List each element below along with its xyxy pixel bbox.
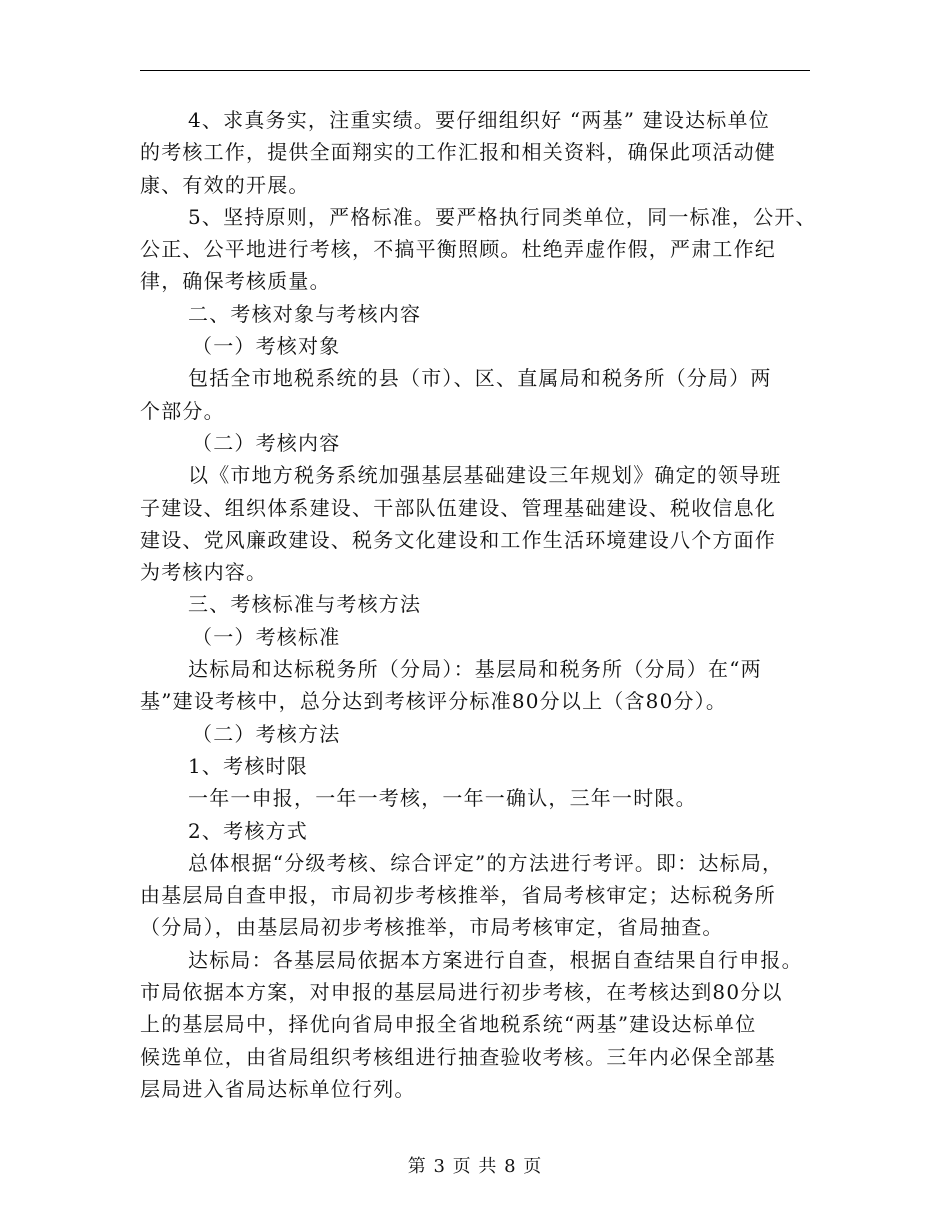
text-line: 1、考核时限 (188, 753, 308, 778)
text-line: 康、有效的开展。 (140, 172, 310, 197)
text-line: 子建设、组织体系建设、干部队伍建设、管理基础建设、税收信息化 (140, 495, 776, 520)
text-line: 的考核工作，提供全面翔实的工作汇报和相关资料，确保此项活动健 (140, 140, 776, 165)
text-line: 达标局和达标税务所（分局）：基层局和税务所（分局）在“两 (188, 657, 762, 682)
text-line: 上的基层局中，择优向省局申报全省地税系统“两基”建设达标单位 (140, 1012, 757, 1037)
text-line: 市局依据本方案，对申报的基层局进行初步考核，在考核达到80分以 (140, 980, 783, 1005)
text-line: 由基层局自查申报，市局初步考核推举，省局考核审定；达标税务所 (140, 883, 776, 908)
text-line: 二、考核对象与考核内容 (188, 301, 422, 326)
text-line: （一）考核对象 (192, 334, 341, 359)
document-body (140, 104, 817, 1105)
text-line: 公正、公平地进行考核，不搞平衡照顾。杜绝弄虚作假，严肃工作纪 (140, 237, 776, 262)
text-line: 总体根据“分级考核、综合评定”的方法进行考评。即：达标局， (188, 850, 784, 875)
text-line: 以《市地方税务系统加强基层基础建设三年规划》确定的领导班 (188, 463, 782, 488)
text-line: 一年一申报，一年一考核，一年一确认，三年一时限。 (188, 786, 697, 811)
text-line: 5、坚持原则，严格标准。要严格执行同类单位，同一标准，公开、 (188, 204, 817, 229)
text-line: 候选单位，由省局组织考核组进行抽查验收考核。三年内必保全部基 (140, 1044, 776, 1069)
text-line: 为考核内容。 (140, 560, 268, 585)
page-number: 第 3 页 共 8 页 (407, 1156, 543, 1177)
text-line: （分局），由基层局初步考核推举，市局考核审定，省局抽查。 (140, 915, 724, 940)
text-line: （一）考核标准 (192, 624, 341, 649)
header-rule (140, 70, 810, 71)
text-line: 基”建设考核中，总分达到考核评分标准80分以上（含80分）。 (140, 689, 728, 714)
text-line: 4、求真务实，注重实绩。要仔细组织好 “两基” 建设达标单位 (188, 108, 770, 132)
text-line: 律，确保考核质量。 (140, 269, 331, 294)
text-line: （二）考核内容 (192, 430, 341, 455)
text-line: 个部分。 (140, 398, 225, 423)
text-line: 包括全市地税系统的县（市）、区、直属局和税务所（分局）两 (188, 366, 772, 391)
text-line: 三、考核标准与考核方法 (188, 592, 422, 617)
text-line: 建设、党风廉政建设、税务文化建设和工作生活环境建设八个方面作 (140, 527, 776, 552)
text-line: 2、考核方式 (188, 818, 308, 843)
text-line: （二）考核方法 (192, 721, 341, 746)
text-line: 达标局：各基层局依据本方案进行自查，根据自查结果自行申报。 (188, 947, 803, 972)
text-line: 层局进入省局达标单位行列。 (140, 1076, 416, 1101)
